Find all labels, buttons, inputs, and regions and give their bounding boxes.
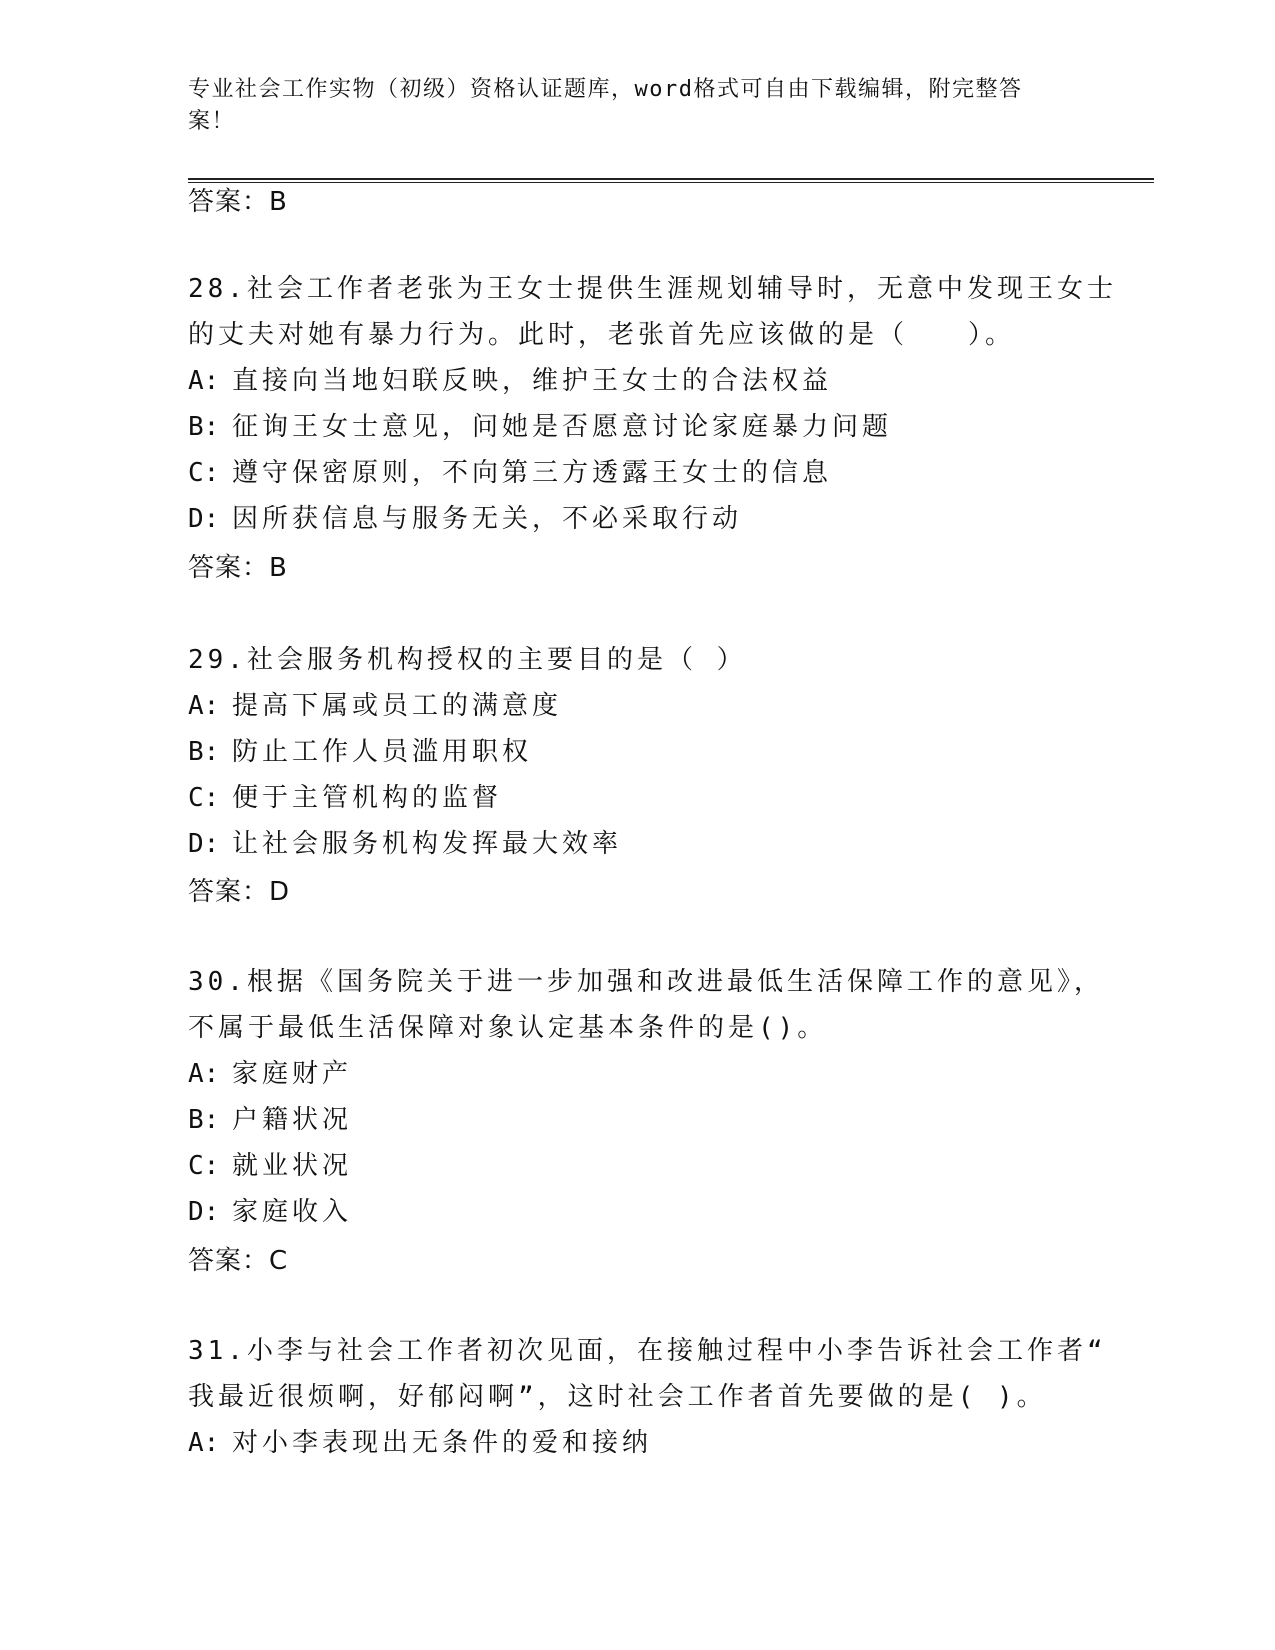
- option-d: [188, 496, 1088, 542]
- option-label: D:: [188, 829, 220, 859]
- header-title: 专业社会工作实物（初级）资格认证题库，word格式可自由下载编辑，附完整答案！: [188, 77, 1023, 134]
- page-header: [188, 74, 1068, 138]
- question-text-line: 我最近很烦啊，好郁闷啊”，这时社会工作者首先要做的是( )。: [188, 1382, 1047, 1412]
- option-c: [188, 450, 1088, 496]
- option-text: 家庭财产: [232, 1059, 353, 1089]
- question-text-line: 的丈夫对她有暴力行为。此时，老张首先应该做的是（ ）。: [188, 320, 1016, 350]
- option-text: 遵守保密原则，不向第三方透露王女士的信息: [232, 458, 833, 488]
- option-label: C:: [188, 1151, 220, 1181]
- option-b: [188, 1097, 1088, 1143]
- option-text: 家庭收入: [232, 1197, 353, 1227]
- option-text: 因所获信息与服务无关，不必采取行动: [232, 504, 743, 534]
- question-text-line: 不属于最低生活保障对象认定基本条件的是()。: [188, 1013, 828, 1043]
- option-c: [188, 775, 1088, 821]
- option-label: D:: [188, 504, 220, 534]
- option-label: C:: [188, 783, 220, 813]
- option-a: [188, 358, 1088, 404]
- option-text: 户籍状况: [232, 1105, 353, 1135]
- option-label: D:: [188, 1197, 220, 1227]
- option-d: [188, 1189, 1088, 1235]
- option-label: A:: [188, 366, 220, 396]
- question-text-line: 28.社会工作者老张为王女士提供生涯规划辅导时，无意中发现王女士: [188, 274, 1117, 304]
- option-a: [188, 1051, 1088, 1097]
- option-b: [188, 729, 1088, 775]
- option-text: 提高下属或员工的满意度: [232, 691, 563, 721]
- question-28: [188, 266, 1117, 542]
- option-text: 征询王女士意见，问她是否愿意讨论家庭暴力问题: [232, 412, 893, 442]
- option-a: [188, 683, 1088, 729]
- question-text-line: 29.社会服务机构授权的主要目的是（ ）: [188, 645, 747, 675]
- option-d: [188, 821, 1088, 867]
- option-label: B:: [188, 1105, 220, 1135]
- option-label: A:: [188, 691, 220, 721]
- option-label: B:: [188, 737, 220, 767]
- question-30: [188, 959, 1104, 1235]
- option-a: [188, 1420, 1088, 1466]
- header-rule: [188, 178, 1154, 183]
- option-label: B:: [188, 412, 220, 442]
- option-text: 防止工作人员滥用职权: [232, 737, 533, 767]
- option-label: C:: [188, 458, 220, 488]
- answer-29: 答案：D: [188, 877, 291, 907]
- question-text-line: 30.根据《国务院关于进一步加强和改进最低生活保障工作的意见》，: [188, 967, 1104, 997]
- option-label: A:: [188, 1059, 220, 1089]
- question-31: [188, 1328, 1107, 1466]
- option-text: 便于主管机构的监督: [232, 783, 503, 813]
- option-c: [188, 1143, 1088, 1189]
- answer-30: 答案：C: [188, 1246, 289, 1276]
- question-text-line: 31.小李与社会工作者初次见面，在接触过程中小李告诉社会工作者“: [188, 1336, 1107, 1366]
- option-label: A:: [188, 1428, 220, 1458]
- option-b: [188, 404, 1088, 450]
- answer-27: 答案：B: [188, 187, 288, 217]
- answer-28: 答案：B: [188, 553, 288, 583]
- option-text: 让社会服务机构发挥最大效率: [232, 829, 623, 859]
- option-text: 对小李表现出无条件的爱和接纳: [232, 1428, 653, 1458]
- option-text: 直接向当地妇联反映，维护王女士的合法权益: [232, 366, 833, 396]
- option-text: 就业状况: [232, 1151, 353, 1181]
- question-29: [188, 637, 1088, 867]
